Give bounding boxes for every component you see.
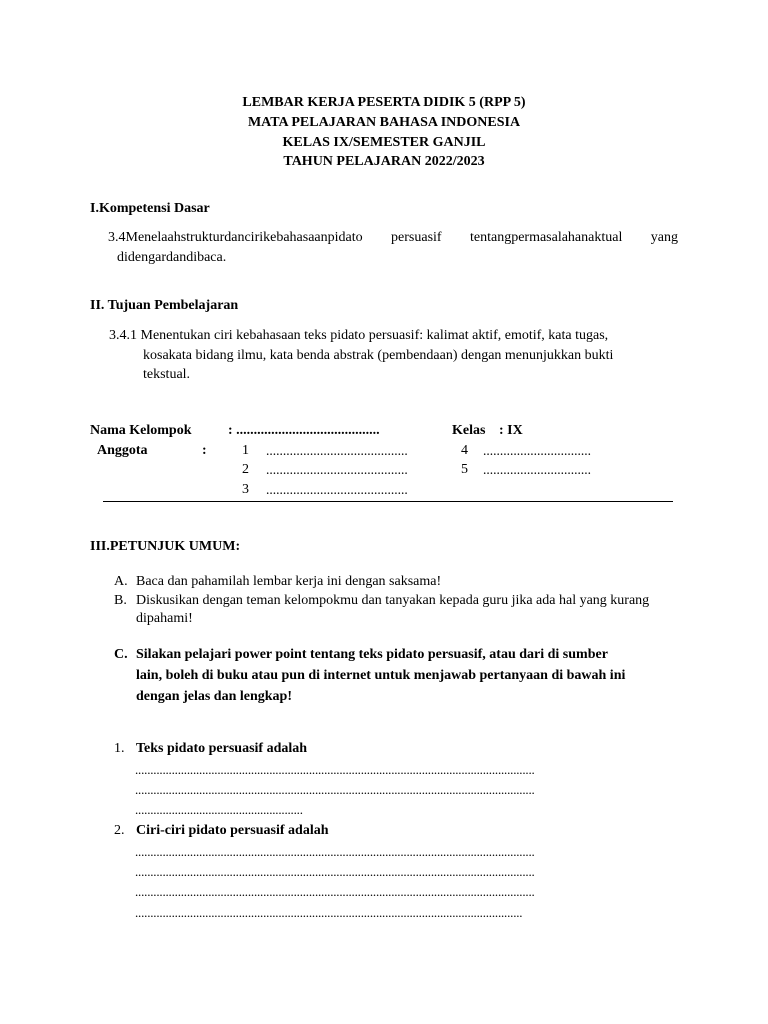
header-line-4: TAHUN PELAJARAN 2022/2023 — [283, 154, 485, 169]
tujuan-line-1: 3.4.1 Menentukan ciri kebahasaan teks pidato persuasif: kalimat aktif, emotif, kata tugas, — [109, 328, 609, 343]
item-text: Silakan pelajari power point tentang teks pidato persuasif, atau dari di sumber — [136, 647, 608, 662]
header-line-1: LEMBAR KERJA PESERTA DIDIK 5 (RPP 5) — [242, 95, 526, 110]
question-text: Ciri-ciri pidato persuasif adalah — [136, 823, 329, 838]
member-number: 5 — [461, 462, 468, 477]
kd-line-1-part-c: tentangpermasalahanaktual — [469, 230, 623, 245]
question-number: 1. — [114, 741, 125, 756]
kd-line-1-part-d: yang — [650, 230, 678, 245]
item-text: Diskusikan dengan teman kelompokmu dan tanyakan kepada guru jika ada hal yang kurang — [136, 593, 650, 608]
member-dots: .......................................... — [266, 462, 408, 477]
item-text: Baca dan pahamilah lembar kerja ini dengan saksama! — [136, 574, 442, 589]
kelas-value: : IX — [499, 423, 523, 438]
item-marker: C. — [114, 647, 128, 662]
answer-line[interactable]: ....................................................... — [135, 802, 303, 817]
kelas-label: Kelas — [452, 423, 486, 438]
nama-kelompok-value: : ......................................... — [228, 423, 380, 438]
tujuan-line-3: tekstual. — [143, 367, 191, 382]
member-number: 3 — [242, 482, 249, 497]
item-text-cont: dengan jelas dan lengkap! — [136, 689, 292, 704]
header-line-3: KELAS IX/SEMESTER GANJIL — [282, 135, 486, 150]
item-text-cont: dipahami! — [136, 611, 193, 626]
answer-line[interactable]: ................................................................................................................................... — [135, 864, 535, 879]
kd-line-1-part-b: persuasif — [391, 230, 442, 245]
member-number: 2 — [242, 462, 249, 477]
item-text-cont: lain, boleh di buku atau pun di internet untuk menjawab pertanyaan di bawah ini — [136, 668, 626, 683]
divider-line — [103, 501, 673, 502]
answer-line[interactable]: ................................................................................................................................... — [135, 782, 535, 797]
section-1-heading: I.Kompetensi Dasar — [90, 201, 210, 216]
item-marker: B. — [114, 593, 127, 608]
member-number: 4 — [461, 443, 468, 458]
kd-line-1-part-a: 3.4Menelaahstrukturdancirikebahasaanpidato — [108, 230, 363, 245]
header-line-2: MATA PELAJARAN BAHASA INDONESIA — [247, 115, 521, 130]
anggota-label: Anggota — [97, 443, 148, 458]
answer-line[interactable]: ................................................................................................................................... — [135, 762, 535, 777]
section-3-heading: III.PETUNJUK UMUM: — [90, 539, 241, 554]
answer-line[interactable]: ............................................................................................................................... — [135, 905, 523, 920]
nama-kelompok-label: Nama Kelompok — [90, 423, 192, 438]
kd-line-1 — [108, 230, 678, 246]
answer-line[interactable]: ................................................................................................................................... — [135, 884, 535, 899]
kd-line-2: didengardandibaca. — [117, 250, 227, 265]
item-marker: A. — [114, 574, 128, 589]
section-2-heading: II. Tujuan Pembelajaran — [90, 298, 239, 313]
question-number: 2. — [114, 823, 125, 838]
answer-line[interactable]: ................................................................................................................................... — [135, 844, 535, 859]
member-number: 1 — [242, 443, 249, 458]
member-dots: ................................ — [483, 462, 591, 477]
anggota-colon: : — [202, 443, 207, 458]
member-dots: .......................................... — [266, 443, 408, 458]
member-dots: ................................ — [483, 443, 591, 458]
question-text: Teks pidato persuasif adalah — [136, 741, 308, 756]
tujuan-line-2: kosakata bidang ilmu, kata benda abstrak (pembendaan) dengan menunjukkan bukti — [143, 348, 614, 363]
member-dots: .......................................... — [266, 482, 408, 497]
